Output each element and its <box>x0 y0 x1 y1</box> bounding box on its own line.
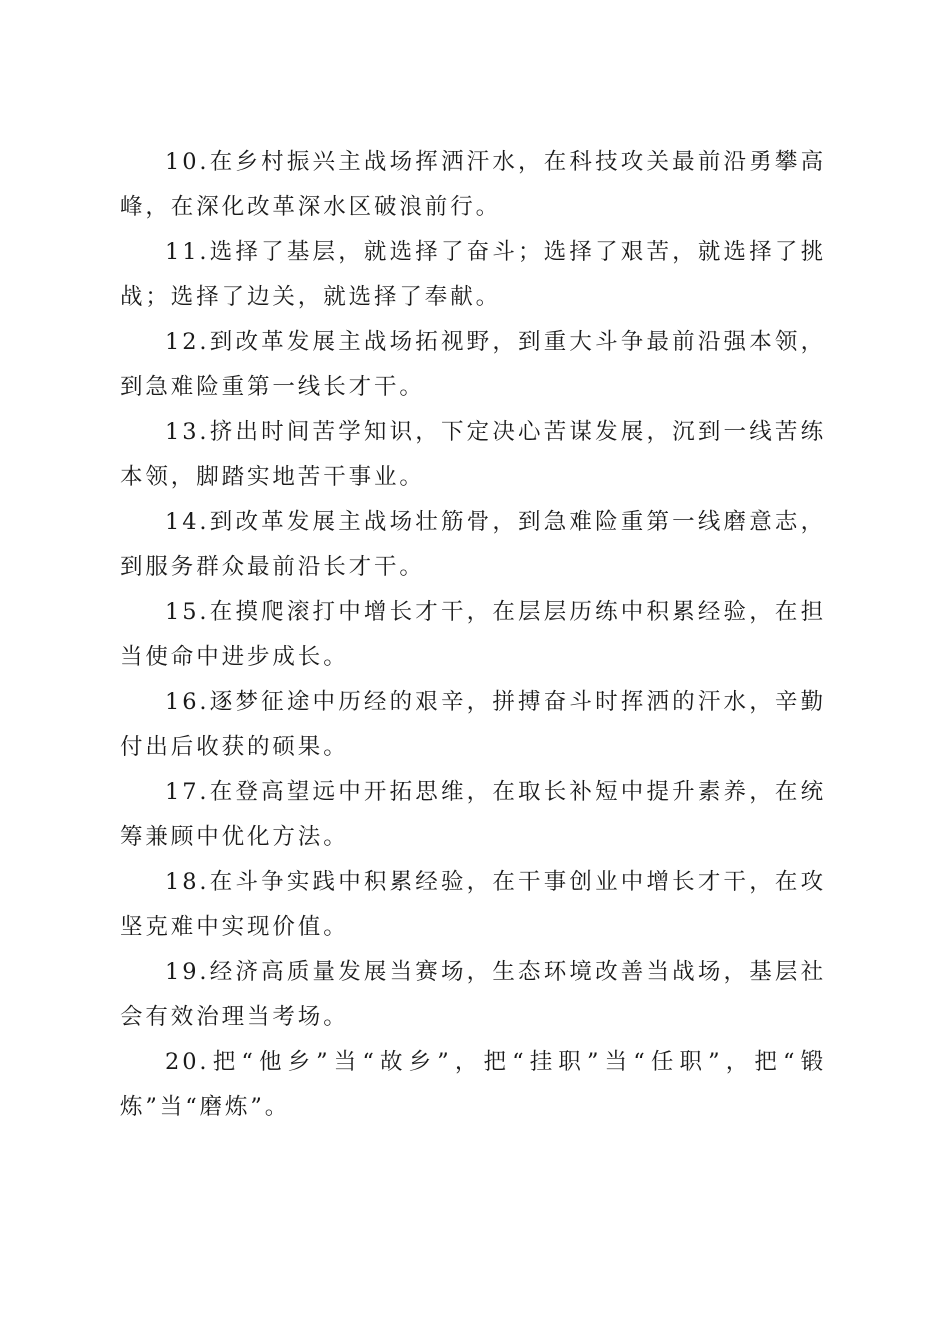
paragraph-item-11: 11.选择了基层，就选择了奋斗；选择了艰苦，就选择了挑战；选择了边关，就选择了奉献。 <box>120 239 826 310</box>
paragraph-item-15: 15.在摸爬滚打中增长才干，在层层历练中积累经验，在担当使命中进步成长。 <box>120 599 826 670</box>
document-body <box>120 140 826 1130</box>
paragraph-item-19: 19.经济高质量发展当赛场，生态环境改善当战场，基层社会有效治理当考场。 <box>120 959 826 1030</box>
paragraph-item-14: 14.到改革发展主战场壮筋骨，到急难险重第一线磨意志，到服务群众最前沿长才干。 <box>120 509 826 580</box>
paragraph-item-18: 18.在斗争实践中积累经验，在干事创业中增长才干，在攻坚克难中实现价值。 <box>120 869 826 940</box>
paragraph-item-13: 13.挤出时间苦学知识，下定决心苦谋发展，沉到一线苦练本领，脚踏实地苦干事业。 <box>120 419 826 490</box>
paragraph-item-17: 17.在登高望远中开拓思维，在取长补短中提升素养，在统筹兼顾中优化方法。 <box>120 779 826 850</box>
paragraph-item-12: 12.到改革发展主战场拓视野，到重大斗争最前沿强本领，到急难险重第一线长才干。 <box>120 329 826 400</box>
paragraph-item-20: 20.把“他乡”当“故乡”，把“挂职”当“任职”，把“锻炼”当“磨炼”。 <box>120 1049 826 1120</box>
paragraph-item-16: 16.逐梦征途中历经的艰辛，拼搏奋斗时挥洒的汗水，辛勤付出后收获的硕果。 <box>120 689 826 760</box>
paragraph-item-10: 10.在乡村振兴主战场挥洒汗水，在科技攻关最前沿勇攀高峰，在深化改革深水区破浪前行。 <box>120 149 826 220</box>
